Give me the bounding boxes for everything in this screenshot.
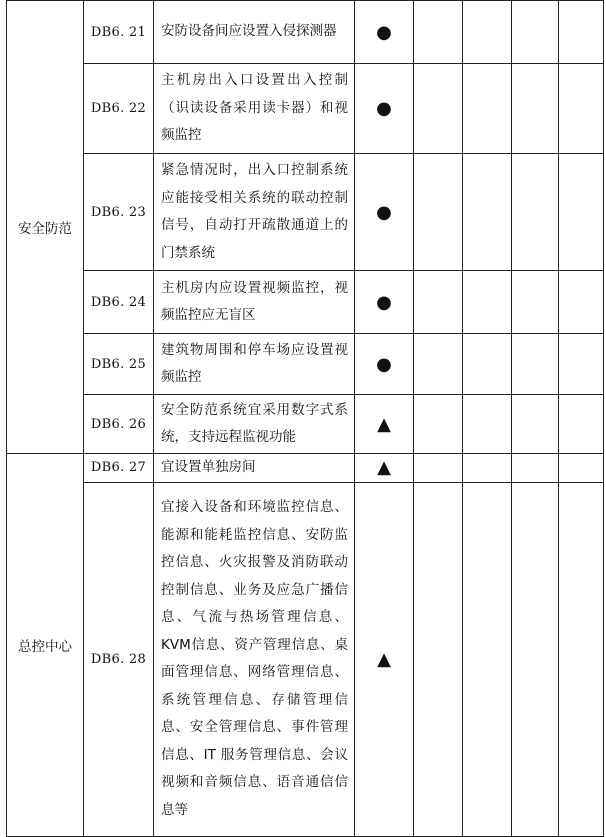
- code-cell: DB6. 25: [84, 334, 154, 395]
- blank-cell: [512, 64, 559, 154]
- filled-circle-icon: ●: [355, 334, 414, 395]
- blank-cell: [414, 334, 463, 395]
- blank-cell: [463, 1, 512, 64]
- blank-cell: [414, 395, 463, 454]
- description-cell: 主机房内应设置视频监控，视频监控应无盲区: [154, 271, 355, 334]
- blank-cell: [463, 395, 512, 454]
- blank-cell: [414, 482, 463, 836]
- code-cell: DB6. 21: [84, 1, 154, 64]
- blank-cell: [559, 482, 604, 836]
- blank-cell: [559, 395, 604, 454]
- description-cell: 主机房出入口设置出入控制（识读设备采用读卡器）和视频监控: [154, 64, 355, 154]
- blank-cell: [414, 64, 463, 154]
- blank-cell: [414, 454, 463, 483]
- blank-cell: [463, 454, 512, 483]
- blank-cell: [463, 154, 512, 271]
- code-cell: DB6. 22: [84, 64, 154, 154]
- table-row: [7, 1, 604, 64]
- blank-cell: [559, 271, 604, 334]
- blank-cell: [414, 154, 463, 271]
- description-cell: 安防设备间应设置入侵探测器: [154, 1, 355, 64]
- filled-triangle-icon: ▲: [355, 395, 414, 454]
- filled-circle-icon: ●: [355, 64, 414, 154]
- table-row: [7, 271, 604, 334]
- blank-cell: [463, 64, 512, 154]
- category-cell: 总控中心: [7, 454, 84, 837]
- code-cell: DB6. 28: [84, 482, 154, 836]
- blank-cell: [512, 395, 559, 454]
- filled-triangle-icon: ▲: [355, 482, 414, 836]
- description-cell: 建筑物周围和停车场应设置视频监控: [154, 334, 355, 395]
- category-cell: 安全防范: [7, 1, 84, 454]
- description-cell: 宜设置单独房间: [154, 454, 355, 483]
- code-cell: DB6. 24: [84, 271, 154, 334]
- blank-cell: [512, 334, 559, 395]
- table-row: [7, 395, 604, 454]
- blank-cell: [512, 454, 559, 483]
- blank-cell: [463, 482, 512, 836]
- blank-cell: [463, 271, 512, 334]
- blank-cell: [559, 334, 604, 395]
- blank-cell: [559, 154, 604, 271]
- requirements-table: [6, 0, 604, 837]
- table-row: [7, 454, 604, 483]
- table-row: [7, 482, 604, 836]
- blank-cell: [414, 271, 463, 334]
- table-row: [7, 154, 604, 271]
- blank-cell: [512, 1, 559, 64]
- table-row: [7, 334, 604, 395]
- code-cell: DB6. 26: [84, 395, 154, 454]
- description-cell: 紧急情况时，出入口控制系统应能接受相关系统的联动控制信号，自动打开疏散通道上的门禁系统: [154, 154, 355, 271]
- blank-cell: [414, 1, 463, 64]
- table-row: [7, 64, 604, 154]
- blank-cell: [559, 64, 604, 154]
- blank-cell: [463, 334, 512, 395]
- filled-circle-icon: ●: [355, 1, 414, 64]
- filled-circle-icon: ●: [355, 271, 414, 334]
- code-cell: DB6. 23: [84, 154, 154, 271]
- code-cell: DB6. 27: [84, 454, 154, 483]
- blank-cell: [512, 271, 559, 334]
- blank-cell: [559, 1, 604, 64]
- filled-triangle-icon: ▲: [355, 454, 414, 483]
- blank-cell: [512, 482, 559, 836]
- blank-cell: [512, 154, 559, 271]
- blank-cell: [559, 454, 604, 483]
- filled-circle-icon: ●: [355, 154, 414, 271]
- description-cell: 安全防范系统宜采用数字式系统，支持远程监视功能: [154, 395, 355, 454]
- description-cell: 宜接入设备和环境监控信息、能源和能耗监控信息、安防监控信息、火灾报警及消防联动控制信息、业务及应急广播信息、气流与热场管理信息、KVM信息、资产管理信息、桌面管理信息、网络管理信息、系统管理信息、存储管理信息、安全管理信息、事件管理信息、IT 服务管理信息、会议视频和音频信息、语音通信信息等: [154, 482, 355, 836]
